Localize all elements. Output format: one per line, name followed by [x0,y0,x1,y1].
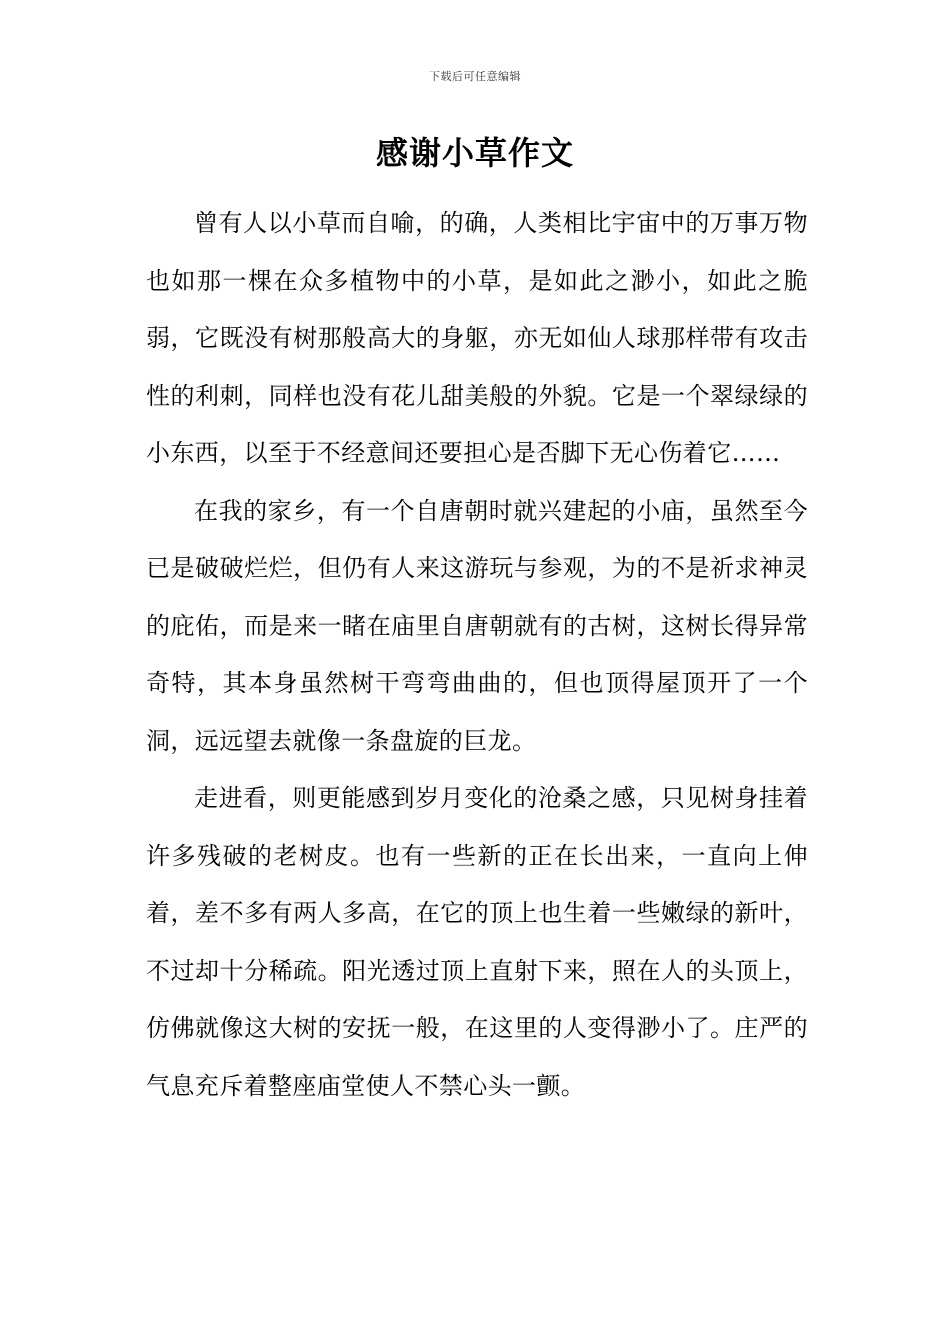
paragraph-2: 在我的家乡，有一个自唐朝时就兴建起的小庙，虽然至今已是破破烂烂，但仍有人来这游玩与参观，为的不是祈求神灵的庇佑，而是来一睹在庙里自唐朝就有的古树，这树长得异常奇特，其本身虽然树干弯弯曲曲的，但也顶得屋顶开了一个洞，远远望去就像一条盘旋的巨龙。 [146,496,808,755]
document-title: 感谢小草作文 [375,134,574,172]
document-body [146,195,808,1115]
paragraph-3: 走进看，则更能感到岁月变化的沧桑之感，只见树身挂着许多残破的老树皮。也有一些新的正在长出来，一直向上伸着，差不多有两人多高，在它的顶上也生着一些嫩绿的新叶，不过却十分稀疏。阳光透过顶上直射下来，照在人的头顶上，仿佛就像这大树的安抚一般，在这里的人变得渺小了。庄严的气息充斥着整座庙堂使人不禁心头一颤。 [146,784,808,1100]
header-note: 下载后可任意编辑 [429,70,521,83]
paragraph-1: 曾有人以小草而自喻，的确，人类相比宇宙中的万事万物也如那一棵在众多植物中的小草，是如此之渺小，如此之脆弱，它既没有树那般高大的身躯，亦无如仙人球那样带有攻击性的利刺，同样也没有花儿甜美般的外貌。它是一个翠绿绿的小东西，以至于不经意间还要担心是否脚下无心伤着它…… [146,209,808,467]
